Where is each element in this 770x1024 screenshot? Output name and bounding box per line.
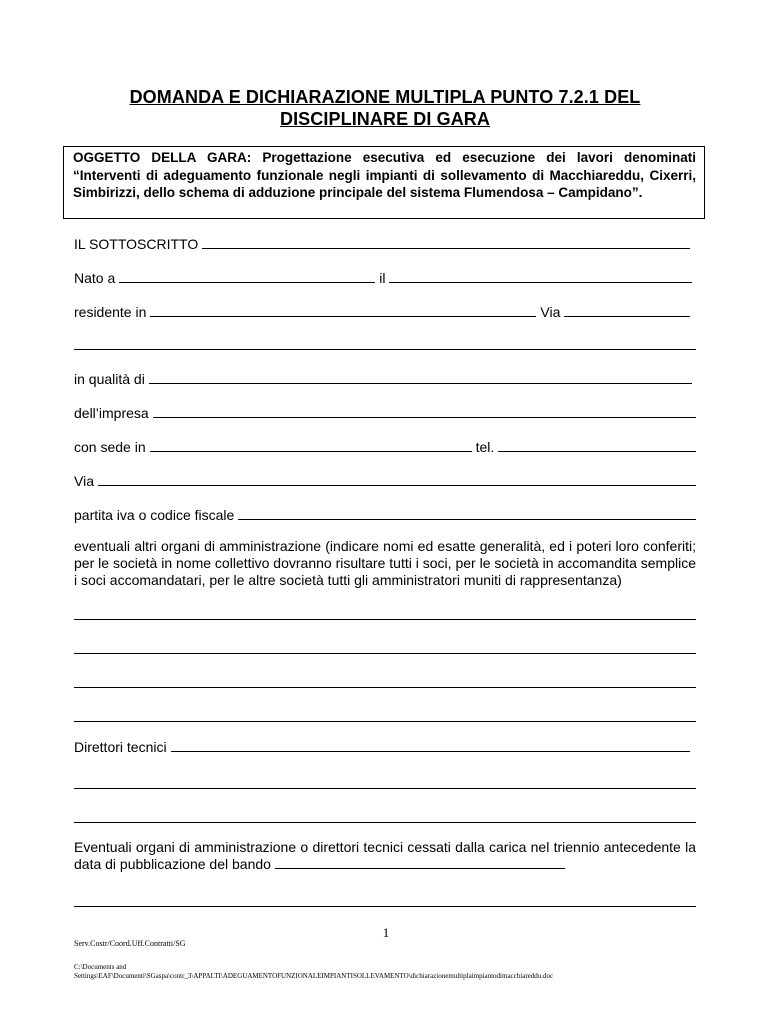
tel-field[interactable] <box>498 451 696 452</box>
partita-iva-field[interactable] <box>238 519 696 520</box>
nato-a-field[interactable] <box>119 282 375 283</box>
residente-in-field[interactable] <box>150 316 536 317</box>
cessati-paragraph <box>74 839 696 873</box>
partita-iva-label: partita iva o codice fiscale <box>74 507 235 523</box>
footer-office: Serv.Costr/Coord.Uff.Contratti/SG <box>74 939 186 948</box>
partita-iva-row <box>74 503 696 523</box>
sottoscritto-label: IL SOTTOSCRITTO <box>74 236 199 252</box>
sottoscritto-row <box>74 232 696 252</box>
il-label: il <box>379 270 386 286</box>
organi-paragraph: eventuali altri organi di amministrazione (indicare nomi ed esatte generalità, ed i poteri loro conferiti; per le società in nome collettivo dovranno risultare tutti i soci, per le società in accomandita semplice i soci accomandatari, per le altre società tutti gli amministratori muniti di rappresentanza) <box>74 538 696 588</box>
sottoscritto-field[interactable] <box>202 248 690 249</box>
footer-file-path: C:\Documents and Settings\EAF\Documenti\SGaspa\contr_3\APPALTI\ADEGUAMENTOFUNZIONALEIMPIANTISOLLEVAMENTO\dichiarazionemultiplaimpiantodimacchiareddu.doc <box>74 963 554 980</box>
direttori-line-1[interactable] <box>74 788 696 789</box>
title-line-2: DISCIPLINARE DI GARA <box>279 109 490 129</box>
nato-a-label: Nato a <box>74 270 116 286</box>
impresa-row <box>74 401 696 421</box>
direttori-row <box>74 735 696 755</box>
residenza-row <box>74 300 696 320</box>
cessati-text: Eventuali organi di amministrazione o direttori tecnici cessati dalla carica nel triennio antecedente la data di pubblicazione del bando <box>74 839 696 872</box>
in-qualita-di-label: in qualità di <box>74 371 145 387</box>
direttori-tecnici-field[interactable] <box>171 751 690 752</box>
organi-line-4[interactable] <box>74 721 696 722</box>
organi-line-3[interactable] <box>74 687 696 688</box>
organi-line-2[interactable] <box>74 653 696 654</box>
nascita-row <box>74 266 696 286</box>
qualita-row <box>74 367 696 387</box>
cessati-line[interactable] <box>74 906 696 907</box>
via-sede-label: Via <box>74 473 94 489</box>
direttori-tecnici-label: Direttori tecnici <box>74 739 167 755</box>
tel-label: tel. <box>475 439 495 455</box>
cessati-field[interactable] <box>275 868 565 869</box>
page-number: 1 <box>382 925 390 940</box>
via-sede-field[interactable] <box>98 485 696 486</box>
residente-in-label: residente in <box>74 304 147 320</box>
document-title <box>60 86 710 130</box>
organi-line-1[interactable] <box>74 619 696 620</box>
via-field[interactable] <box>564 316 690 317</box>
con-sede-in-label: con sede in <box>74 439 146 455</box>
sede-row <box>74 435 696 455</box>
con-sede-in-field[interactable] <box>150 451 472 452</box>
direttori-line-2[interactable] <box>74 822 696 823</box>
oggetto-box: OGGETTO DELLA GARA: Progettazione esecutiva ed esecuzione dei lavori denominati “Interventi di adeguamento funzionale negli impianti di sollevamento di Macchiareddu, Cixerri, Simbirizzi, dello schema di adduzione principale del sistema Flumendosa – Campidano”. <box>63 146 705 219</box>
data-nascita-field[interactable] <box>389 282 692 283</box>
impresa-field[interactable] <box>153 417 696 418</box>
residenza-continuation-line[interactable] <box>74 349 696 350</box>
in-qualita-di-field[interactable] <box>149 383 692 384</box>
impresa-label: dell’impresa <box>74 405 149 421</box>
via-label: Via <box>540 304 561 320</box>
via-sede-row <box>74 469 696 489</box>
title-line-1: DOMANDA E DICHIARAZIONE MULTIPLA PUNTO 7.2.1 DEL <box>129 87 641 107</box>
